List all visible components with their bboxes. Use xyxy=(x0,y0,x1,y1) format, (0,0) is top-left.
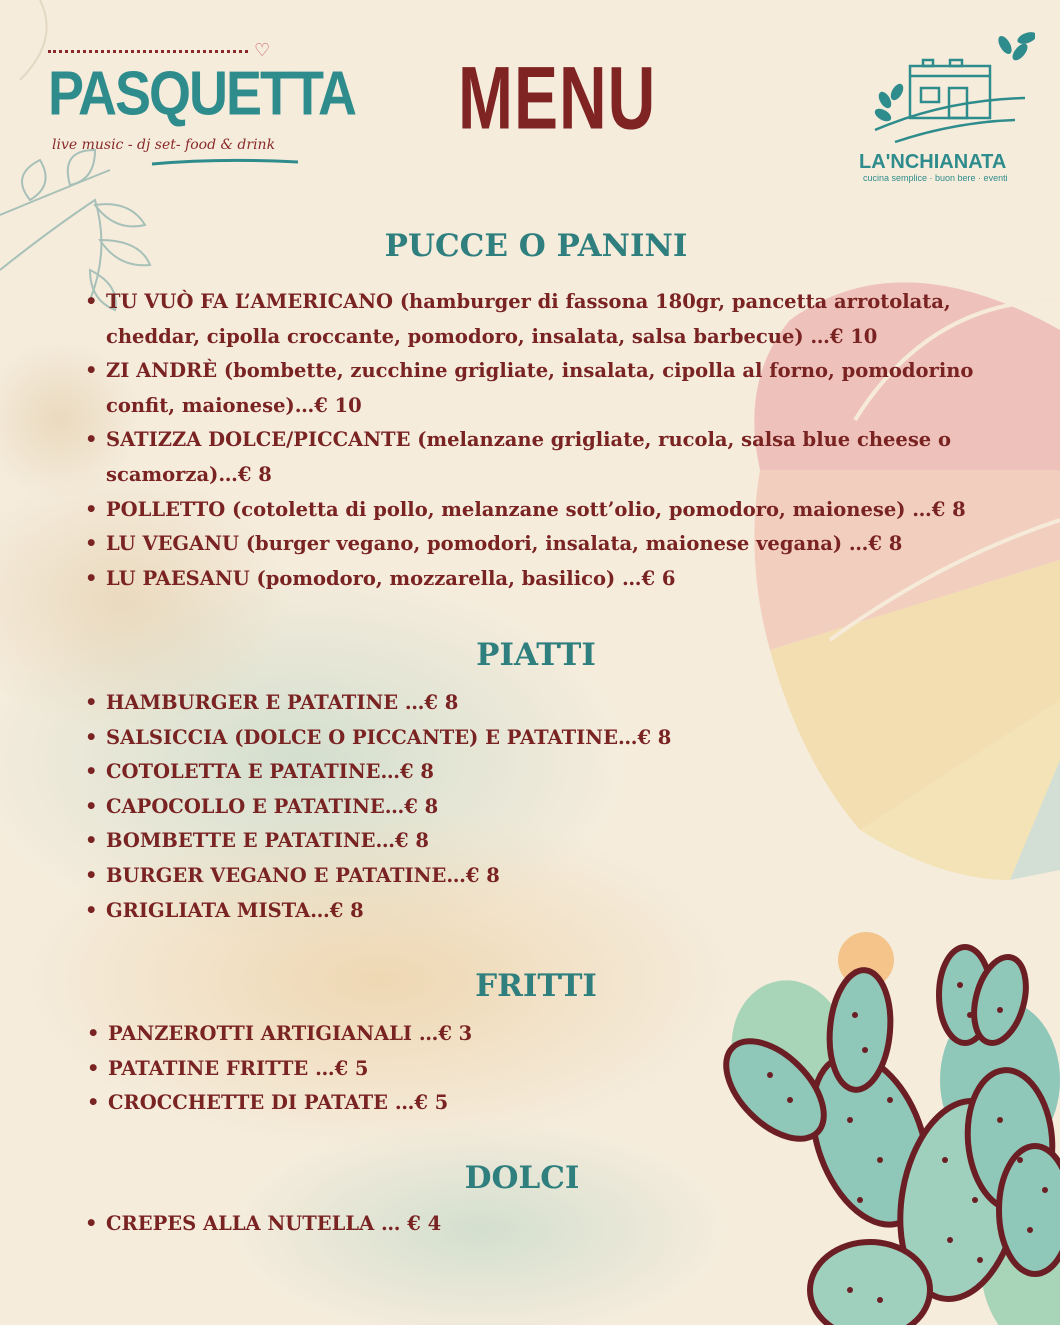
building-icon xyxy=(855,30,1035,150)
menu-item: • TU VUÒ FA L’AMERICANO (hamburger di fassona 180gr, pancetta arrotolata, cheddar, cipolla croccante, pomodoro, insalata, salsa barbecue) …€ 10 xyxy=(85,285,985,354)
menu-item: • PATATINE FRITTE …€ 5 xyxy=(87,1052,787,1087)
lanchianata-logo xyxy=(855,30,1035,190)
logo-underline xyxy=(150,156,300,170)
menu-item: • SALSICCIA (DOLCE O PICCANTE) E PATATINE…€ 8 xyxy=(85,721,985,756)
logo-dots-decoration xyxy=(48,50,248,53)
section-title-fritti: FRITTI xyxy=(475,968,597,1004)
menu-item: • LU VEGANU (burger vegano, pomodori, insalata, maionese vegana) …€ 8 xyxy=(85,527,985,562)
section-title-pucce-o-panini: PUCCE O PANINI xyxy=(384,228,688,264)
menu-list-piatti xyxy=(85,686,985,928)
menu-item: • SATIZZA DOLCE/PICCANTE (melanzane grigliate, rucola, salsa blue cheese o scamorza)…€ 8 xyxy=(85,423,985,492)
pasquetta-logo xyxy=(40,40,356,179)
menu-item: • PANZEROTTI ARTIGIANALI …€ 3 xyxy=(87,1017,787,1052)
menu-item: • BURGER VEGANO E PATATINE…€ 8 xyxy=(85,859,985,894)
heart-icon: ♡ xyxy=(254,40,271,61)
menu-item: • CAPOCOLLO E PATATINE…€ 8 xyxy=(85,790,985,825)
menu-title: MENU xyxy=(458,47,657,148)
lanchianata-logo-tagline: cucina semplice · buon bere · eventi xyxy=(863,173,1008,183)
menu-item: • GRIGLIATA MISTA…€ 8 xyxy=(85,894,985,929)
menu-item: • CROCCHETTE DI PATATE …€ 5 xyxy=(87,1086,787,1121)
menu-item: • POLLETTO (cotoletta di pollo, melanzane sott’olio, pomodoro, maionese) …€ 8 xyxy=(85,493,985,528)
lanchianata-logo-name: LA'NCHIANATA xyxy=(859,151,1007,173)
section-title-piatti: PIATTI xyxy=(476,637,596,673)
section-title-dolci: DOLCI xyxy=(464,1160,580,1196)
menu-item: • HAMBURGER E PATATINE …€ 8 xyxy=(85,686,985,721)
menu-list-fritti xyxy=(87,1017,787,1121)
menu-item: • BOMBETTE E PATATINE…€ 8 xyxy=(85,824,985,859)
menu-list-dolci xyxy=(85,1207,785,1242)
menu-item: • LU PAESANU (pomodoro, mozzarella, basilico) …€ 6 xyxy=(85,562,985,597)
menu-item: • ZI ANDRÈ (bombette, zucchine grigliate, insalata, cipolla al forno, pomodorino confit, maionese)…€ 10 xyxy=(85,354,985,423)
menu-item: • COTOLETTA E PATATINE…€ 8 xyxy=(85,755,985,790)
menu-item: • CREPES ALLA NUTELLA … € 4 xyxy=(85,1207,785,1242)
menu-list-pucce-o-panini xyxy=(85,285,985,596)
pasquetta-logo-name: PASQUETTA xyxy=(48,59,356,129)
pasquetta-logo-tagline: live music - dj set- food & drink xyxy=(52,137,276,153)
